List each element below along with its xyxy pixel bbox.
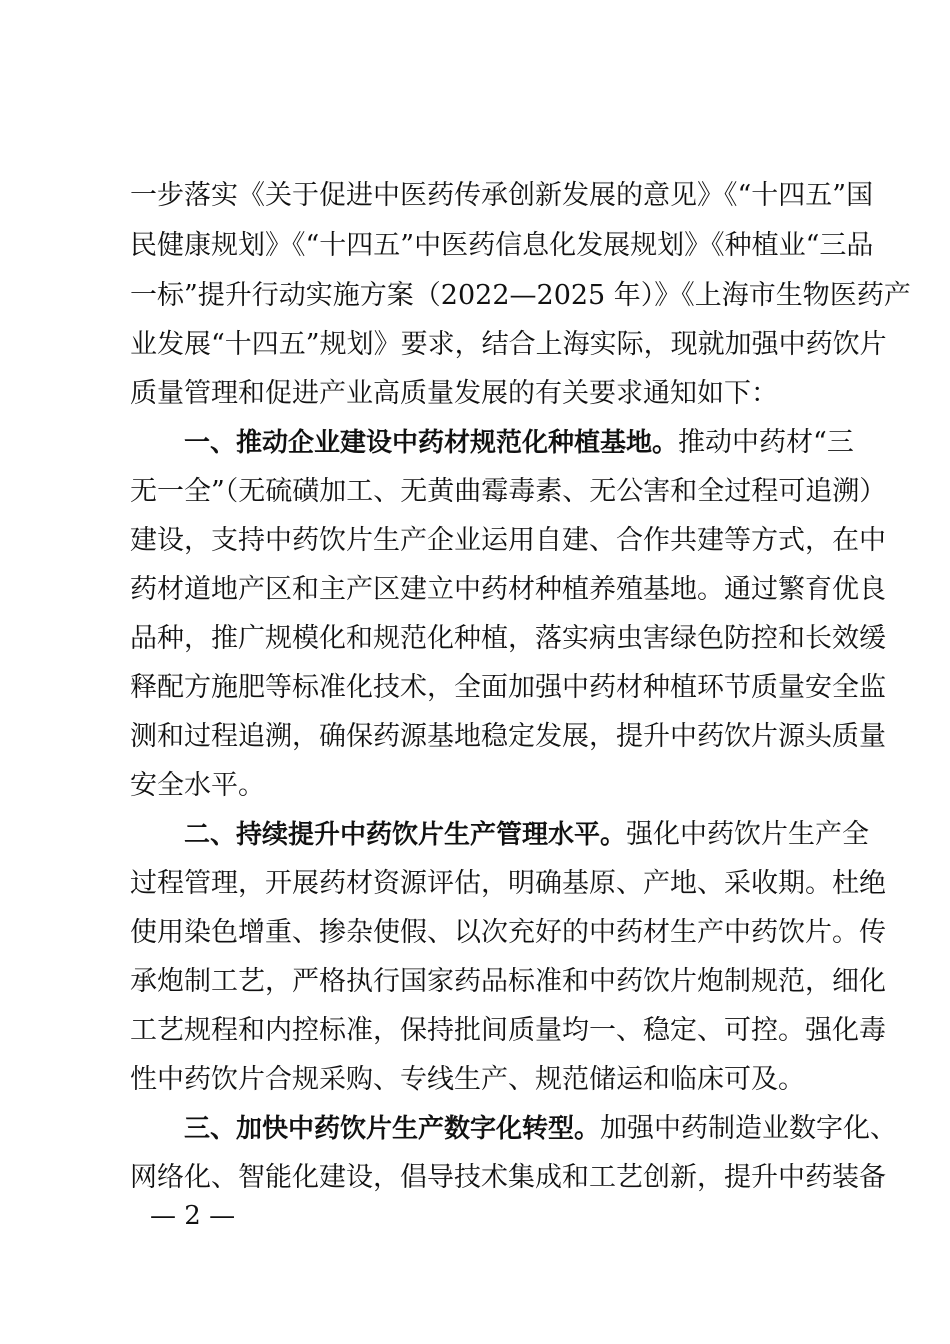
- section-2-line: 工艺规程和内控标准，保持批间质量均一、稳定、可控。强化毒: [130, 1015, 886, 1046]
- section-1-line: 安全水平。: [130, 770, 265, 801]
- section-1-heading: 一、推动企业建设中药材规范化种植基地。: [184, 428, 679, 458]
- section-1-line: 品种，推广规模化和规范化种植，落实病虫害绿色防控和长效缓: [130, 623, 886, 654]
- section-3-first-line: [184, 1109, 898, 1149]
- section-1-line: 无一全”（无硫磺加工、无黄曲霉毒素、无公害和全过程可追溯）: [130, 476, 887, 507]
- section-1-first-line: [184, 423, 854, 463]
- section-3-line: 网络化、智能化建设，倡导技术集成和工艺创新，提升中药装备: [130, 1162, 886, 1193]
- section-3-first-line-text: 加强中药制造业数字化、: [600, 1113, 898, 1144]
- intro-line: 民健康规划》《“十四五”中医药信息化发展规划》《种植业“三品: [130, 230, 874, 261]
- section-1-line: 测和过程追溯，确保药源基地稳定发展，提升中药饮片源头质量: [130, 721, 886, 752]
- section-2-first-line: [184, 815, 870, 855]
- intro-line: 一步落实《关于促进中医药传承创新发展的意见》《“十四五”国: [130, 180, 874, 211]
- section-3-heading: 三、加快中药饮片生产数字化转型。: [184, 1114, 601, 1144]
- section-2-line: 性中药饮片合规采购、专线生产、规范储运和临床可及。: [130, 1064, 805, 1095]
- section-2-line: 使用染色增重、掺杂使假、以次充好的中药材生产中药饮片。传: [130, 917, 886, 948]
- section-1-line: 释配方施肥等标准化技术，全面加强中药材种植环节质量安全监: [130, 672, 886, 703]
- section-2-line: 承炮制工艺，严格执行国家药品标准和中药饮片炮制规范，细化: [130, 966, 886, 997]
- section-1-first-line-text: 推动中药材“三: [678, 427, 854, 458]
- section-2-first-line-text: 强化中药饮片生产全: [626, 819, 870, 850]
- page-number: — 2 —: [150, 1201, 236, 1231]
- section-1-line: 药材道地产区和主产区建立中药材种植养殖基地。通过繁育优良: [130, 574, 886, 605]
- intro-line: 质量管理和促进产业高质量发展的有关要求通知如下：: [130, 378, 778, 409]
- section-2-line: 过程管理，开展药材资源评估，明确基原、产地、采收期。杜绝: [130, 868, 886, 899]
- section-2-heading: 二、持续提升中药饮片生产管理水平。: [184, 820, 627, 850]
- intro-line: 一标”提升行动实施方案（2022—2025 年）》《上海市生物医药产: [130, 280, 911, 311]
- section-1-line: 建设，支持中药饮片生产企业运用自建、合作共建等方式，在中: [130, 525, 886, 556]
- intro-line: 业发展“十四五”规划》要求，结合上海实际，现就加强中药饮片: [130, 329, 887, 360]
